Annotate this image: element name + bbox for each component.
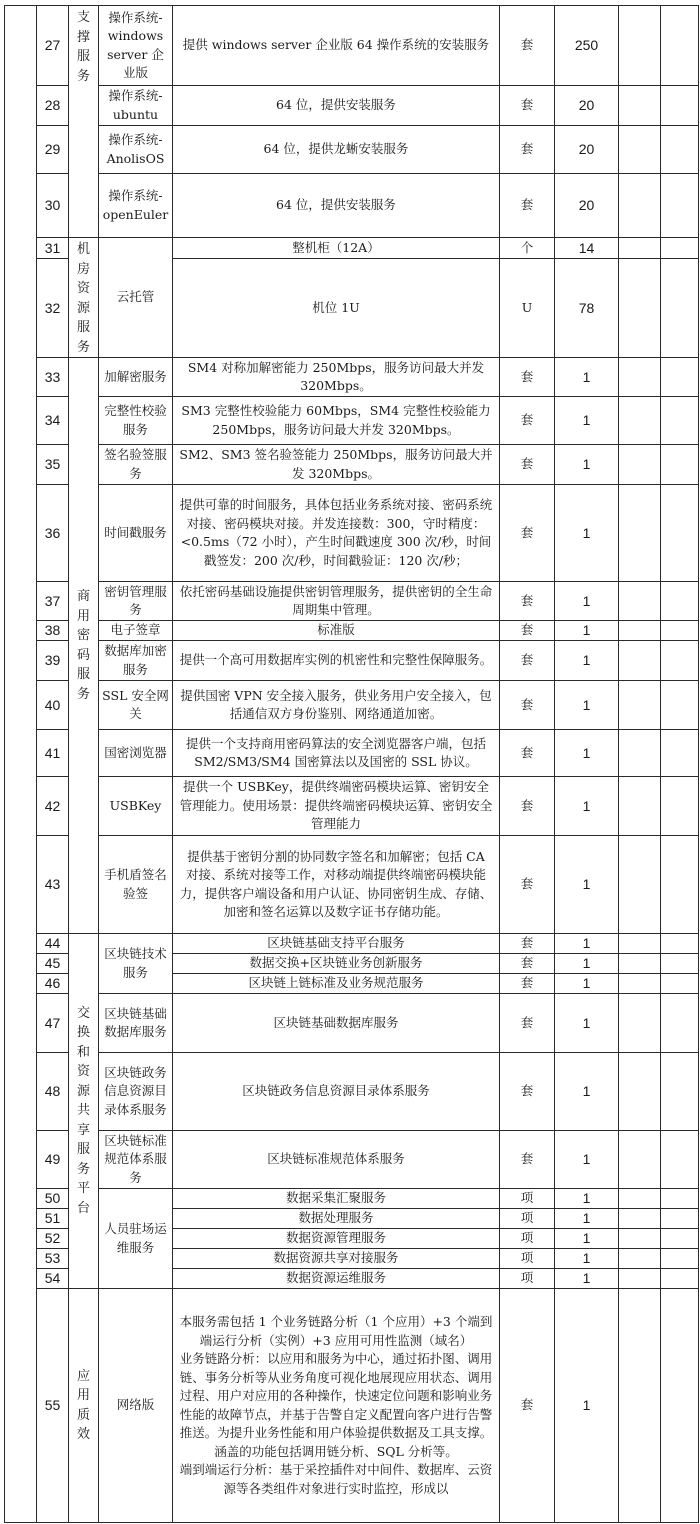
item-qty: 14 bbox=[555, 238, 619, 259]
category-machine-room: 机房资源服务 bbox=[76, 242, 90, 355]
blank-cell bbox=[661, 954, 699, 974]
item-desc: 区块链基础数据库服务 bbox=[173, 994, 500, 1053]
item-qty: 20 bbox=[555, 86, 619, 126]
item-desc: 数据资源运维服务 bbox=[173, 1269, 500, 1289]
row-number: 31 bbox=[37, 238, 69, 259]
blank-cell bbox=[661, 1189, 699, 1209]
item-qty: 1 bbox=[555, 621, 619, 641]
blank-cell bbox=[619, 174, 661, 238]
row-number: 37 bbox=[37, 582, 69, 621]
item-unit: 套 bbox=[500, 485, 555, 582]
leading-blank-cell bbox=[5, 6, 37, 1523]
item-name: 区块链政务信息资源目录体系服务 bbox=[99, 1053, 173, 1131]
row-number: 46 bbox=[37, 974, 69, 994]
blank-cell bbox=[661, 641, 699, 681]
item-desc: 依托密码基础设施提供密钥管理服务，提供密钥的全生命周期集中管理。 bbox=[173, 582, 500, 621]
row-number: 39 bbox=[37, 641, 69, 681]
blank-cell bbox=[661, 358, 699, 397]
item-unit: 项 bbox=[500, 1189, 555, 1209]
blank-cell bbox=[661, 174, 699, 238]
desc-paragraph: 业务链路分析：以应用和服务为中心，通过拓扑图、调用链、事务分析等从业务角度可视化地展现应用状态、调用过程、用户对应用的各种操作，快速定位问题和影响业务性能的故障节点，并基于告警自定义配置向客户进行告警推送。为提升业务性能和用户体验提供数据及工具支撑。涵盖的功能包括调用链分析、SQL 分析等。 bbox=[179, 1351, 493, 1459]
item-qty: 1 bbox=[555, 397, 619, 445]
blank-cell bbox=[619, 238, 661, 259]
blank-cell bbox=[661, 681, 699, 730]
row-number: 54 bbox=[37, 1269, 69, 1289]
item-desc: 提供基于密钥分割的协同数字签名和加解密；包括 CA 对接、系统对接等工作，对移动端提供终端密码模块能力，提供客户端设备和用户认证、协同密钥生成、存储、加密和签名运算以及数字证书存储功能。 bbox=[173, 836, 500, 934]
category-crypto: 商用密码服务 bbox=[76, 589, 90, 702]
item-qty: 78 bbox=[555, 258, 619, 358]
row-number: 28 bbox=[37, 86, 69, 126]
blank-cell bbox=[661, 1269, 699, 1289]
row-number: 42 bbox=[37, 777, 69, 836]
item-name: 操作系统-openEuler bbox=[99, 174, 173, 238]
row-number: 55 bbox=[37, 1289, 69, 1523]
table-row bbox=[5, 582, 699, 621]
table-row bbox=[5, 445, 699, 485]
item-unit: 项 bbox=[500, 1229, 555, 1249]
item-qty: 1 bbox=[555, 974, 619, 994]
item-name: 完整性校验服务 bbox=[99, 397, 173, 445]
blank-cell bbox=[619, 730, 661, 777]
blank-cell bbox=[619, 974, 661, 994]
item-desc: 64 位，提供龙蜥安装服务 bbox=[173, 126, 500, 174]
item-qty: 1 bbox=[555, 1131, 619, 1189]
row-number: 33 bbox=[37, 358, 69, 397]
item-qty: 1 bbox=[555, 1269, 619, 1289]
blank-cell bbox=[619, 777, 661, 836]
item-desc: 数据处理服务 bbox=[173, 1209, 500, 1229]
table-row bbox=[5, 1189, 699, 1209]
table-row bbox=[5, 238, 699, 259]
item-unit: 套 bbox=[500, 358, 555, 397]
item-unit: 套 bbox=[500, 6, 555, 86]
category-cell bbox=[69, 934, 99, 1289]
row-number: 47 bbox=[37, 994, 69, 1053]
item-unit: 项 bbox=[500, 1249, 555, 1269]
item-unit: 套 bbox=[500, 836, 555, 934]
item-unit: 套 bbox=[500, 974, 555, 994]
table-row bbox=[5, 994, 699, 1053]
table-row bbox=[5, 777, 699, 836]
row-number: 35 bbox=[37, 445, 69, 485]
item-qty: 1 bbox=[555, 1053, 619, 1131]
blank-cell bbox=[619, 994, 661, 1053]
item-unit: 个 bbox=[500, 238, 555, 259]
row-number: 49 bbox=[37, 1131, 69, 1189]
item-qty: 1 bbox=[555, 1229, 619, 1249]
item-unit: 套 bbox=[500, 934, 555, 954]
row-number: 36 bbox=[37, 485, 69, 582]
item-unit: 套 bbox=[500, 397, 555, 445]
item-desc: 64 位，提供安装服务 bbox=[173, 86, 500, 126]
blank-cell bbox=[661, 974, 699, 994]
item-desc: 数据采集汇聚服务 bbox=[173, 1189, 500, 1209]
blank-cell bbox=[661, 994, 699, 1053]
category-cell bbox=[69, 238, 99, 358]
blank-cell bbox=[619, 485, 661, 582]
blank-cell bbox=[661, 1053, 699, 1131]
table-row bbox=[5, 358, 699, 397]
row-number: 40 bbox=[37, 681, 69, 730]
item-desc: 区块链标准规范体系服务 bbox=[173, 1131, 500, 1189]
table-row bbox=[5, 934, 699, 954]
blank-cell bbox=[661, 6, 699, 86]
blank-cell bbox=[619, 1209, 661, 1229]
table-row bbox=[5, 174, 699, 238]
item-name: 手机盾签名验签 bbox=[99, 836, 173, 934]
row-number: 48 bbox=[37, 1053, 69, 1131]
blank-cell bbox=[619, 1269, 661, 1289]
table-row bbox=[5, 1131, 699, 1189]
blank-cell bbox=[661, 1131, 699, 1189]
table-row bbox=[5, 1289, 699, 1523]
item-unit: 套 bbox=[500, 126, 555, 174]
blank-cell bbox=[661, 258, 699, 358]
blank-cell bbox=[619, 358, 661, 397]
item-desc: SM3 完整性校验能力 60Mbps，SM4 完整性校验能力 250Mbps，服务访问最大并发 320Mbps。 bbox=[173, 397, 500, 445]
item-desc: 区块链上链标准及业务规范服务 bbox=[173, 974, 500, 994]
blank-cell bbox=[619, 954, 661, 974]
item-qty: 20 bbox=[555, 174, 619, 238]
blank-cell bbox=[661, 485, 699, 582]
item-desc: 标准版 bbox=[173, 621, 500, 641]
category-app-quality: 应用质效 bbox=[76, 1368, 90, 1442]
blank-cell bbox=[661, 1289, 699, 1523]
blank-cell bbox=[661, 836, 699, 934]
row-number: 30 bbox=[37, 174, 69, 238]
item-desc: 机位 1U bbox=[173, 258, 500, 358]
row-number: 44 bbox=[37, 934, 69, 954]
item-qty: 1 bbox=[555, 954, 619, 974]
item-name: 人员驻场运维服务 bbox=[99, 1189, 173, 1289]
item-name: 密钥管理服务 bbox=[99, 582, 173, 621]
item-name: 时间戳服务 bbox=[99, 485, 173, 582]
category-exchange: 交换和资源共享服务平台 bbox=[76, 1005, 90, 1216]
blank-cell bbox=[619, 1289, 661, 1523]
item-qty: 20 bbox=[555, 126, 619, 174]
item-name: 网络版 bbox=[99, 1289, 173, 1523]
item-desc: 区块链基础支持平台服务 bbox=[173, 934, 500, 954]
item-unit: 项 bbox=[500, 1269, 555, 1289]
blank-cell bbox=[619, 1229, 661, 1249]
item-qty: 1 bbox=[555, 358, 619, 397]
category-support: 支撑服务 bbox=[76, 10, 90, 84]
blank-cell bbox=[619, 681, 661, 730]
item-qty: 1 bbox=[555, 1189, 619, 1209]
row-number: 53 bbox=[37, 1249, 69, 1269]
table-row bbox=[5, 126, 699, 174]
item-qty: 1 bbox=[555, 730, 619, 777]
row-number: 38 bbox=[37, 621, 69, 641]
blank-cell bbox=[619, 397, 661, 445]
desc-paragraph: 本服务需包括 1 个业务链路分析（1 个应用）+3 个端到端运行分析（实例）+3 应用可用性监测（域名） bbox=[179, 1314, 493, 1348]
item-unit: 套 bbox=[500, 777, 555, 836]
item-desc: 数据交换+区块链业务创新服务 bbox=[173, 954, 500, 974]
item-unit: 套 bbox=[500, 621, 555, 641]
blank-cell bbox=[661, 621, 699, 641]
item-desc: 提供 windows server 企业版 64 操作系统的安装服务 bbox=[173, 6, 500, 86]
item-qty: 250 bbox=[555, 6, 619, 86]
blank-cell bbox=[661, 777, 699, 836]
table-row bbox=[5, 621, 699, 641]
row-number: 52 bbox=[37, 1229, 69, 1249]
service-list-table bbox=[4, 5, 699, 1523]
blank-cell bbox=[661, 1249, 699, 1269]
blank-cell bbox=[619, 6, 661, 86]
item-name: 区块链标准规范体系服务 bbox=[99, 1131, 173, 1189]
table-row bbox=[5, 836, 699, 934]
item-qty: 1 bbox=[555, 1249, 619, 1269]
table-row bbox=[5, 485, 699, 582]
blank-cell bbox=[619, 641, 661, 681]
table-row bbox=[5, 681, 699, 730]
blank-cell bbox=[661, 1229, 699, 1249]
item-unit: 套 bbox=[500, 730, 555, 777]
item-name: 区块链技术服务 bbox=[99, 934, 173, 994]
row-number: 50 bbox=[37, 1189, 69, 1209]
blank-cell bbox=[619, 1189, 661, 1209]
item-desc: 提供一个高可用数据库实例的机密性和完整性保障服务。 bbox=[173, 641, 500, 681]
row-number: 45 bbox=[37, 954, 69, 974]
row-number: 29 bbox=[37, 126, 69, 174]
item-desc: 区块链政务信息资源目录体系服务 bbox=[173, 1053, 500, 1131]
item-name: 操作系统-AnolisOS bbox=[99, 126, 173, 174]
row-number: 43 bbox=[37, 836, 69, 934]
item-unit: 套 bbox=[500, 1131, 555, 1189]
item-unit: 套 bbox=[500, 174, 555, 238]
item-unit: 套 bbox=[500, 994, 555, 1053]
item-name: 操作系统-windows server 企业版 bbox=[99, 6, 173, 86]
item-qty: 1 bbox=[555, 445, 619, 485]
item-desc: 64 位，提供安装服务 bbox=[173, 174, 500, 238]
item-qty: 1 bbox=[555, 485, 619, 582]
desc-paragraph: 端到端运行分析：基于采控插件对中间件、数据库、云资源等各类组件对象进行实时监控，形成以 bbox=[179, 1462, 493, 1496]
table-row bbox=[5, 1053, 699, 1131]
item-name: 加解密服务 bbox=[99, 358, 173, 397]
row-number: 27 bbox=[37, 6, 69, 86]
blank-cell bbox=[619, 1131, 661, 1189]
blank-cell bbox=[619, 1053, 661, 1131]
item-unit: U bbox=[500, 258, 555, 358]
blank-cell bbox=[661, 126, 699, 174]
item-qty: 1 bbox=[555, 1209, 619, 1229]
item-name: 签名验签服务 bbox=[99, 445, 173, 485]
item-desc: 提供国密 VPN 安全接入服务，供业务用户安全接入，包括通信双方身份鉴别、网络通道加密。 bbox=[173, 681, 500, 730]
blank-cell bbox=[619, 836, 661, 934]
blank-cell bbox=[661, 1209, 699, 1229]
blank-cell bbox=[619, 126, 661, 174]
table-row bbox=[5, 397, 699, 445]
item-unit: 套 bbox=[500, 582, 555, 621]
blank-cell bbox=[661, 86, 699, 126]
blank-cell bbox=[619, 582, 661, 621]
blank-cell bbox=[619, 86, 661, 126]
item-unit: 套 bbox=[500, 1053, 555, 1131]
item-qty: 1 bbox=[555, 681, 619, 730]
item-desc: 提供一个 USBKey，提供终端密码模块运算、密钥安全管理能力。使用场景：提供终端密码模块运算、密钥安全管理能力 bbox=[173, 777, 500, 836]
item-name: 数据库加密服务 bbox=[99, 641, 173, 681]
row-number: 34 bbox=[37, 397, 69, 445]
item-qty: 1 bbox=[555, 934, 619, 954]
category-cell bbox=[69, 1289, 99, 1523]
blank-cell bbox=[661, 397, 699, 445]
item-unit: 套 bbox=[500, 681, 555, 730]
blank-cell bbox=[661, 582, 699, 621]
blank-cell bbox=[619, 258, 661, 358]
blank-cell bbox=[661, 730, 699, 777]
item-desc: SM2、SM3 签名验签能力 250Mbps，服务访问最大并发 320Mbps。 bbox=[173, 445, 500, 485]
item-name: 电子签章 bbox=[99, 621, 173, 641]
category-cell bbox=[69, 358, 99, 934]
item-name: 操作系统-ubuntu bbox=[99, 86, 173, 126]
blank-cell bbox=[619, 934, 661, 954]
item-qty: 1 bbox=[555, 641, 619, 681]
item-desc: 数据资源管理服务 bbox=[173, 1229, 500, 1249]
table-row bbox=[5, 730, 699, 777]
row-number: 32 bbox=[37, 258, 69, 358]
item-desc: 提供可靠的时间服务，具体包括业务系统对接、密码系统对接、密码模块对接。并发连接数：300，守时精度：<0.5ms（72 小时），产生时间戳速度 300 次/秒，时间戳签发：200 次/秒，时间戳验证：120 次/秒； bbox=[173, 485, 500, 582]
item-name: 国密浏览器 bbox=[99, 730, 173, 777]
item-desc bbox=[173, 1289, 500, 1523]
item-qty: 1 bbox=[555, 777, 619, 836]
category-cell bbox=[69, 6, 99, 238]
blank-cell bbox=[661, 238, 699, 259]
table-row bbox=[5, 6, 699, 86]
item-qty: 1 bbox=[555, 836, 619, 934]
item-name: USBKey bbox=[99, 777, 173, 836]
blank-cell bbox=[619, 445, 661, 485]
blank-cell bbox=[619, 621, 661, 641]
blank-cell bbox=[619, 1249, 661, 1269]
item-name: 云托管 bbox=[99, 238, 173, 358]
table-row bbox=[5, 641, 699, 681]
row-number: 51 bbox=[37, 1209, 69, 1229]
table-row bbox=[5, 86, 699, 126]
item-qty: 1 bbox=[555, 1289, 619, 1523]
item-desc: 整机柜（12A） bbox=[173, 238, 500, 259]
item-unit: 套 bbox=[500, 1289, 555, 1523]
item-qty: 1 bbox=[555, 994, 619, 1053]
item-unit: 套 bbox=[500, 641, 555, 681]
item-name: 区块链基础数据库服务 bbox=[99, 994, 173, 1053]
blank-cell bbox=[661, 934, 699, 954]
item-desc: 数据资源共享对接服务 bbox=[173, 1249, 500, 1269]
item-desc: 提供一个支持商用密码算法的安全浏览器客户端，包括 SM2/SM3/SM4 国密算法以及国密的 SSL 协议。 bbox=[173, 730, 500, 777]
item-unit: 套 bbox=[500, 86, 555, 126]
item-desc: SM4 对称加解密能力 250Mbps，服务访问最大并发 320Mbps。 bbox=[173, 358, 500, 397]
blank-cell bbox=[661, 445, 699, 485]
item-unit: 项 bbox=[500, 1209, 555, 1229]
item-unit: 套 bbox=[500, 445, 555, 485]
row-number: 41 bbox=[37, 730, 69, 777]
item-unit: 套 bbox=[500, 954, 555, 974]
item-name: SSL 安全网关 bbox=[99, 681, 173, 730]
item-qty: 1 bbox=[555, 582, 619, 621]
